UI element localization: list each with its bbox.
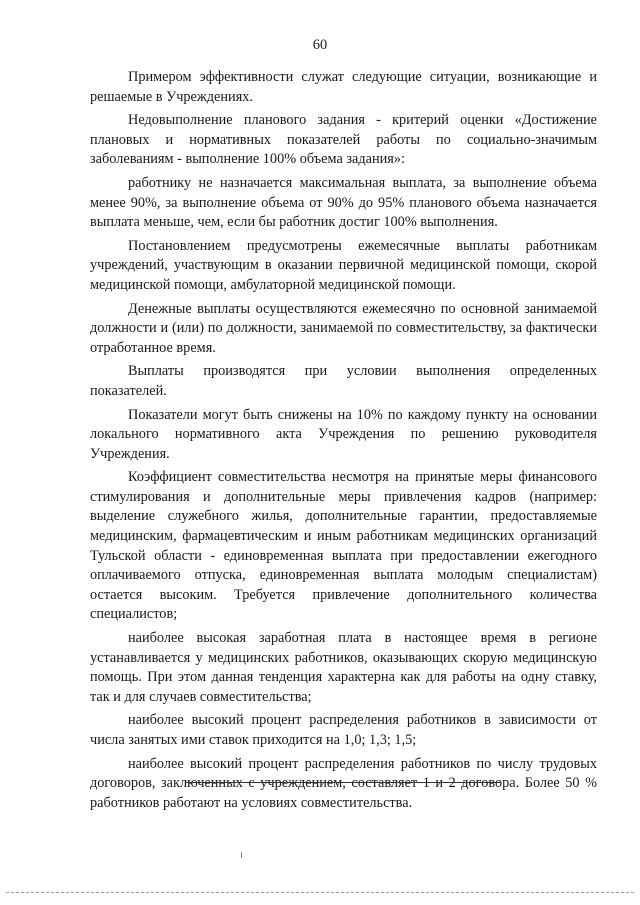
paragraph-max-payment: работнику не назначается максимальная выплата, за выполнение объема менее 90%, за выполнение объема от 90% до 95% планового объема назначается выплата меньше, чем, если бы работник достиг 100% выполнения. (90, 174, 597, 231)
page-number: 60 (312, 37, 328, 53)
paragraph-contract-distribution: наиболее высокий процент распределения работников по числу трудовых договоров, заключенных с учреждением, составляет 1 и 2 договора. Более 50 % работников работают на условиях совместительства. (90, 755, 597, 811)
document-body (90, 68, 597, 817)
paragraph-payment-conditions: Выплаты производятся при условии выполнения определенных показателей. (90, 363, 597, 399)
paragraph-intro: Примером эффективности служат следующие ситуации, возникающие и решаемые в Учреждениях. (90, 69, 597, 105)
paragraph-cash-payments: Денежные выплаты осуществляются ежемесячно по основной занимаемой должности и (или) по должности, занимаемой по совместительству, за фактически отработанное время. (90, 300, 597, 356)
paragraph-part-time-coefficient: Коэффициент совместительства несмотря на принятые меры финансового стимулирования и дополнительные меры привлечения кадров (например: выделение служебного жилья, дополнительные гарантии, предоставляемые медицинским, фармацевтическим и иным работникам медицинских организаций Тульской области - единовременная выплата при предоставлении ежегодного оплачиваемого отпуска, единовременная выплата молодым специалистам) остается высоким. Требуется привлечение дополнительного количества специалистов; (90, 469, 597, 623)
paragraph-underfulfillment: Недовыполнение планового задания - критерий оценки «Достижение плановых и нормативных показателей работы по социально-значимым заболеваниям - выполнение 100% объема задания»: (90, 112, 597, 168)
paragraph-indicator-reduction: Показатели могут быть снижены на 10% по каждому пункту на основании локального нормативного акта Учреждения по решению руководителя Учреждения. (90, 406, 597, 462)
paragraph-monthly-payments: Постановлением предусмотрены ежемесячные выплаты работникам учреждений, участвующим в оказании первичной медицинской помощи, скорой медицинской помощи, амбулаторной медицинской помощи. (90, 237, 597, 293)
page-bottom-edge (6, 892, 634, 893)
scan-mark (241, 852, 242, 858)
end-of-text-rule (186, 782, 500, 783)
paragraph-highest-salary: наиболее высокая заработная плата в настоящее время в регионе устанавливается у медицинских работников, оказывающих скорую медицинскую помощь. При этом данная тенденция характерна как для работы на одну ставку, так и для случаев совместительства; (90, 630, 597, 705)
paragraph-rate-distribution: наиболее высокий процент распределения работников в зависимости от числа занятых ими ставок приходится на 1,0; 1,3; 1,5; (90, 712, 597, 748)
